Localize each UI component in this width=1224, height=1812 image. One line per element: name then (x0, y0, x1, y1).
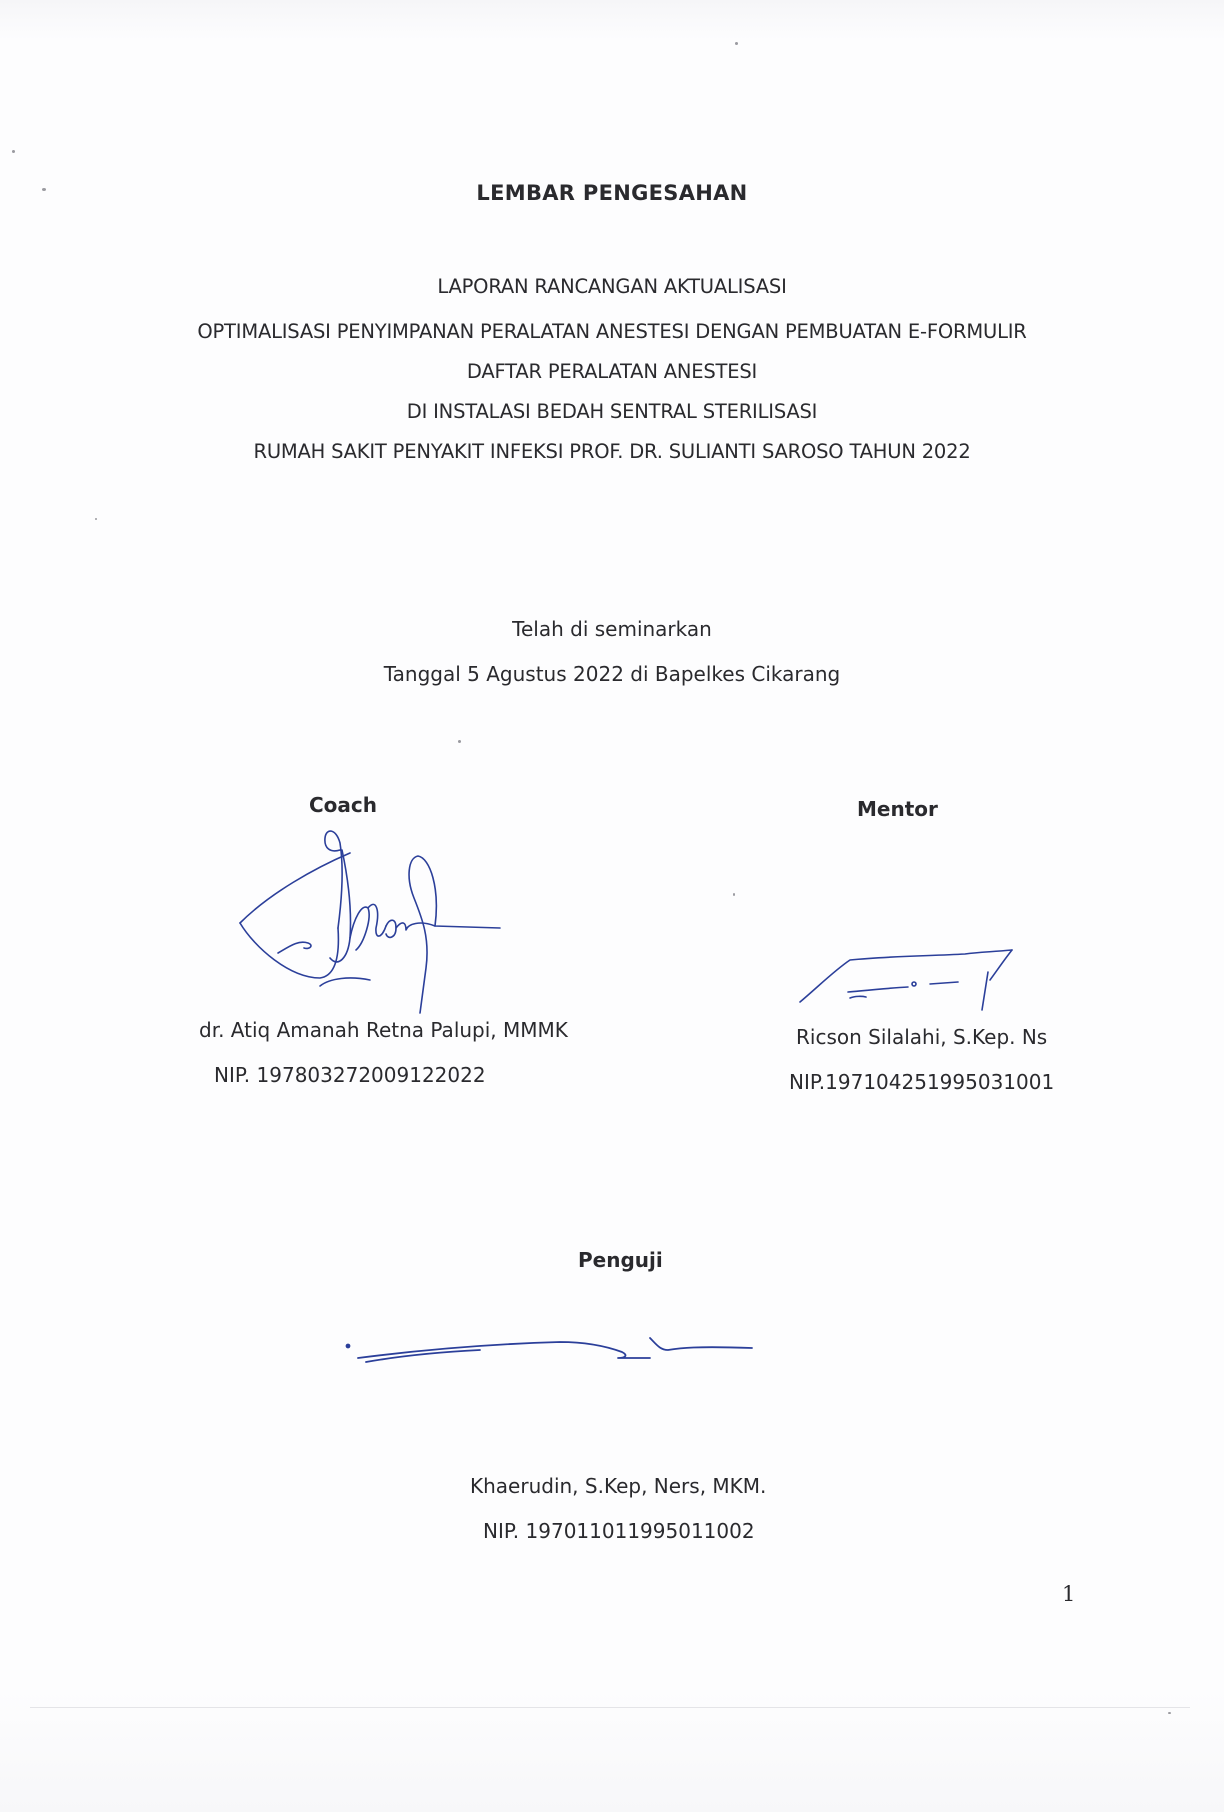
subtitle-line-3: DAFTAR PERALATAN ANESTESI (466, 360, 758, 383)
mentor-signature (790, 940, 1030, 1020)
page-number: 1 (1062, 1582, 1076, 1606)
mentor-role-label: Mentor (857, 797, 938, 821)
scan-speck (1168, 1712, 1171, 1714)
scan-speck (733, 893, 735, 896)
examiner-role-label: Penguji (578, 1248, 663, 1272)
coach-role-label: Coach (309, 793, 378, 817)
examiner-signature (340, 1310, 760, 1370)
subtitle-line-5: RUMAH SAKIT PENYAKIT INFEKSI PROF. DR. SULIANTI SAROSO TAHUN 2022 (253, 440, 971, 463)
mentor-nip: NIP.197104251995031001 (789, 1070, 1055, 1094)
examiner-name: Khaerudin, S.Kep, Ners, MKM. (470, 1474, 767, 1498)
coach-name: dr. Atiq Amanah Retna Palupi, MMMK (199, 1018, 568, 1042)
examiner-nip: NIP. 197011011995011002 (483, 1519, 755, 1543)
scan-speck (458, 740, 461, 743)
page-title: LEMBAR PENGESAHAN (476, 181, 748, 205)
seminar-date-line: Tanggal 5 Agustus 2022 di Bapelkes Cikarang (383, 662, 841, 686)
scan-speck (42, 188, 46, 191)
footer-divider (30, 1707, 1190, 1708)
seminar-line-1: Telah di seminarkan (512, 617, 712, 641)
subtitle-line-2: OPTIMALISASI PENYIMPANAN PERALATAN ANESTESI DENGAN PEMBUATAN E-FORMULIR (197, 320, 1027, 343)
scan-speck (12, 150, 15, 153)
coach-signature (230, 808, 520, 1038)
scan-speck (95, 518, 97, 520)
subtitle-line-1: LAPORAN RANCANGAN AKTUALISASI (437, 275, 787, 298)
scan-speck (735, 42, 738, 45)
coach-nip: NIP. 197803272009122022 (214, 1063, 486, 1087)
mentor-name: Ricson Silalahi, S.Kep. Ns (796, 1025, 1048, 1049)
subtitle-line-4: DI INSTALASI BEDAH SENTRAL STERILISASI (406, 400, 818, 423)
